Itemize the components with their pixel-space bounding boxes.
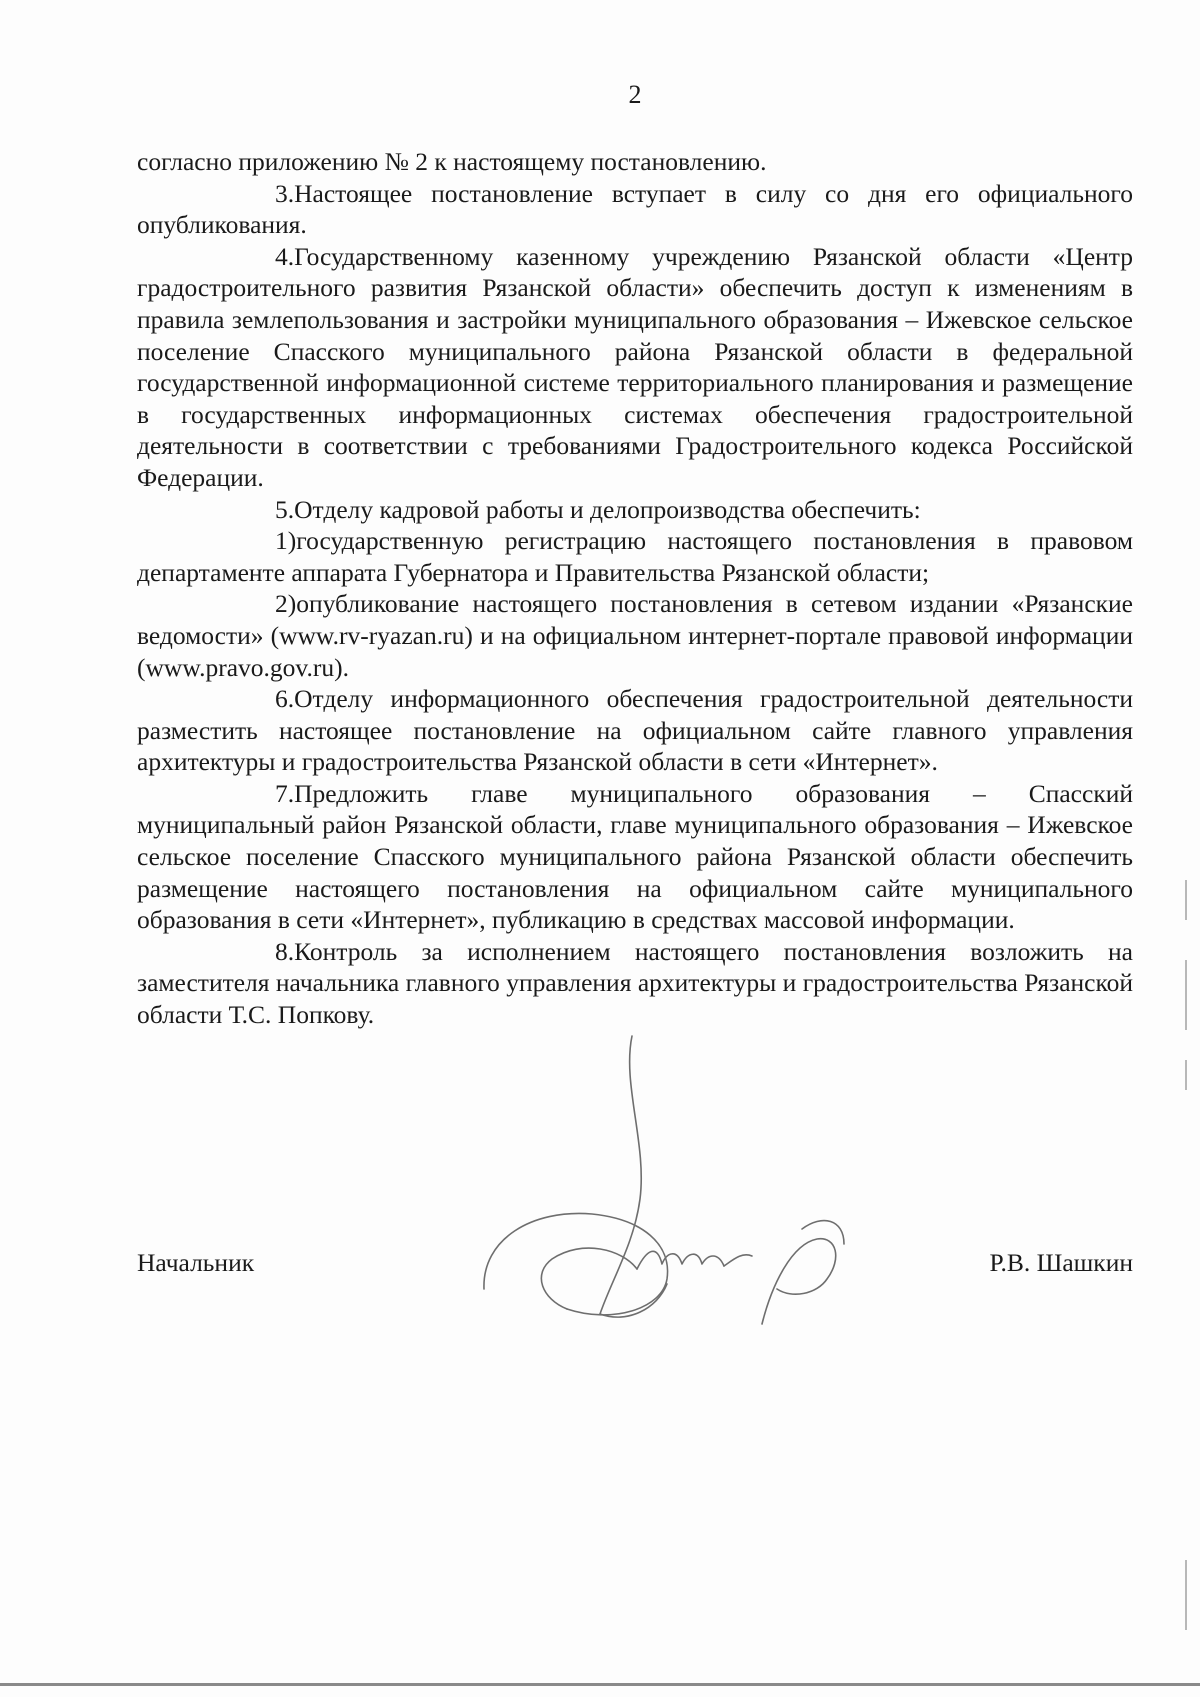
scan-artifact-mark	[1185, 1560, 1187, 1630]
paragraph-text: согласно приложению № 2 к настоящему постановлению.	[137, 147, 767, 176]
paragraph-number: 6.	[275, 684, 295, 714]
paragraph-item-4	[137, 241, 1133, 494]
paragraph-item-7	[137, 778, 1133, 936]
signatory-title: Начальник	[137, 1248, 255, 1277]
paragraph-item-8	[137, 936, 1133, 1031]
paragraph-item-6	[137, 683, 1133, 778]
paragraph-text: Отделу кадровой работы и делопроизводства обеспечить:	[294, 494, 921, 524]
scan-artifact-line	[0, 1683, 1200, 1686]
paragraph-text: Государственному казенному учреждению Рязанской области «Центр градостроительного развития Рязанской области» обеспечить доступ к изменениям в правила землепользования и застройки муниципального образования – Ижевское сельское поселение Спасского муниципального района Рязанской области в федеральной государственной информационной системе территориального планирования и размещение в государственных информационных системах обеспечения градостроительной деятельности в соответствии с требованиями Градостроительного кодекса Российской Федерации.	[137, 241, 1133, 492]
paragraph-text: Настоящее постановление вступает в силу со дня его официального опубликования.	[137, 178, 1133, 240]
paragraph-subitem-2	[137, 588, 1133, 683]
paragraph-text: государственную регистрацию настоящего постановления в правовом департаменте аппарата Губернатора и Правительства Рязанской области;	[137, 526, 1133, 587]
scan-artifact-mark	[1185, 960, 1187, 1030]
paragraph-subitem-1	[137, 525, 1133, 588]
paragraph-number: 8.	[275, 936, 295, 966]
document-body	[137, 146, 1133, 1031]
scan-artifact-mark	[1185, 1060, 1187, 1090]
paragraph-number: 7.	[275, 778, 295, 808]
signatory-name: Р.В. Шашкин	[989, 1248, 1133, 1277]
paragraph-number: 2)	[275, 589, 297, 619]
paragraph-text: Отделу информационного обеспечения градостроительной деятельности разместить настоящее постановление на официальном сайте главного управления архитектуры и градостроительства Рязанской области в сети «Интернет».	[137, 684, 1133, 777]
paragraph-item-5	[137, 494, 1133, 526]
paragraph-continuation	[137, 146, 1133, 178]
paragraph-text: опубликование настоящего постановления в сетевом издании «Рязанские ведомости» (www.rv-ryazan.ru) и на официальном интернет-портале правовой информации (www.pravo.gov.ru).	[137, 589, 1133, 682]
paragraph-number: 4.	[275, 241, 295, 271]
handwritten-signature	[472, 1024, 892, 1354]
paragraph-item-3	[137, 178, 1133, 241]
paragraph-number: 1)	[275, 526, 297, 556]
paragraph-text: Контроль за исполнением настоящего постановления возложить на заместителя начальника главного управления архитектуры и градостроительства Рязанской области Т.С. Попкову.	[137, 936, 1133, 1030]
page-number: 2	[628, 80, 642, 109]
signature-block	[137, 1234, 1133, 1374]
scan-artifact-mark	[1185, 880, 1187, 920]
paragraph-number: 3.	[275, 178, 295, 208]
paragraph-number: 5.	[275, 494, 295, 524]
paragraph-text: Предложить главе муниципального образования – Спасский муниципальный район Рязанской области, главе муниципального образования – Ижевское сельское поселение Спасского муниципального района Рязанской области обеспечить размещение настоящего постановления на официальном сайте муниципального образования в сети «Интернет», публикацию в средствах массовой информации.	[137, 778, 1133, 935]
